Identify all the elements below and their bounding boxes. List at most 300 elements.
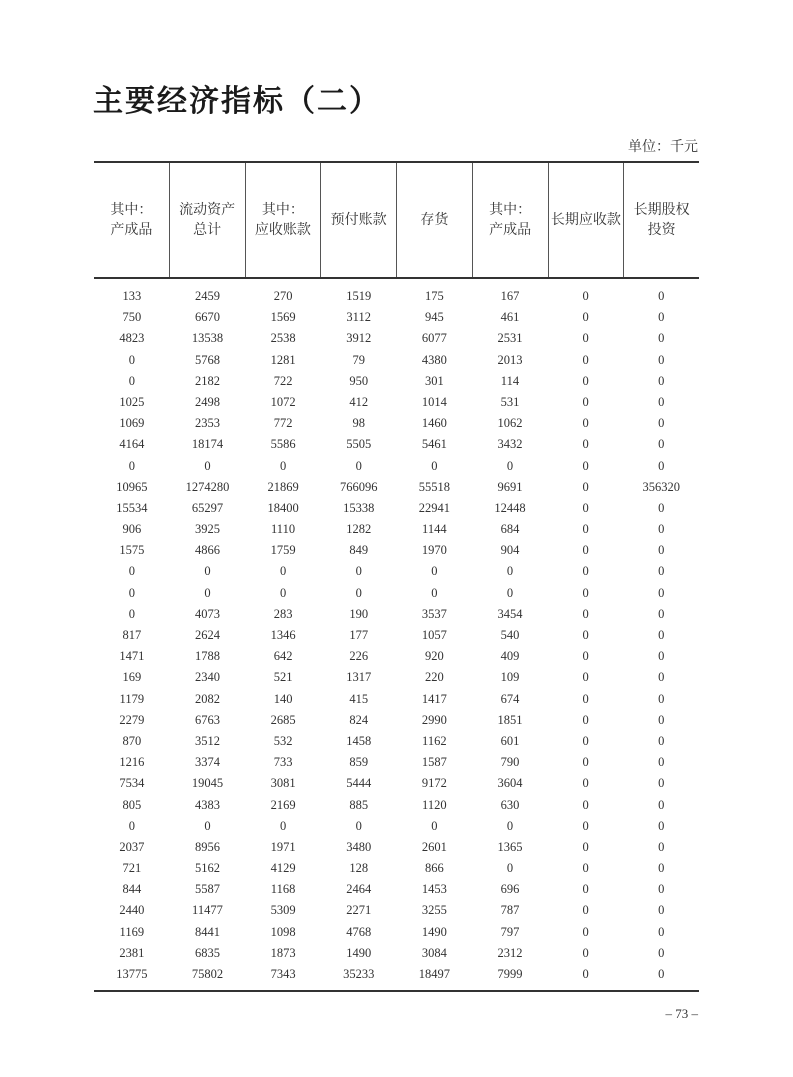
table-cell: 1144	[422, 522, 447, 537]
table-cell: 1098	[270, 924, 296, 939]
table-cell: 0	[658, 903, 665, 918]
table-cell: 3432	[497, 437, 523, 452]
column-header: 其中： 产成品	[472, 163, 548, 277]
table-cell: 1057	[421, 628, 447, 642]
table-cell: 13775	[116, 967, 148, 981]
table-cell: 5309	[270, 903, 296, 918]
table-cell: 532	[273, 733, 293, 748]
table-row	[94, 689, 699, 710]
table-cell: 226	[349, 649, 369, 664]
table-cell: 1072	[270, 394, 296, 409]
table-cell: 904	[500, 543, 520, 558]
table-row	[94, 858, 699, 879]
table-cell: 0	[658, 394, 665, 409]
table-cell: 601	[500, 733, 520, 748]
unit-label: 单位：千元	[628, 139, 698, 155]
table-cell: 11477	[192, 903, 223, 918]
table-cell: 6077	[421, 331, 447, 346]
table-cell: 1759	[270, 543, 296, 558]
table-cell: 0	[582, 903, 589, 918]
table-cell: 817	[122, 628, 142, 642]
table-row	[94, 900, 699, 921]
table-cell: 950	[349, 373, 369, 388]
table-cell: 5162	[194, 861, 220, 876]
table-cell: 21869	[267, 479, 299, 494]
table-row	[94, 816, 699, 837]
table-row	[94, 625, 699, 646]
table-cell: 0	[128, 352, 135, 367]
table-row	[94, 943, 699, 964]
table-cell: 0	[582, 543, 589, 558]
table-cell: 8441	[194, 924, 220, 939]
table-cell: 0	[658, 839, 665, 854]
table-row	[94, 477, 699, 498]
table-cell: 415	[349, 691, 369, 706]
table-row	[94, 964, 699, 985]
table-cell: 824	[349, 712, 369, 727]
table-cell: 1417	[421, 691, 447, 706]
table-cell: 2624	[194, 628, 220, 642]
table-cell: 0	[658, 606, 665, 621]
table-cell: 849	[349, 543, 369, 558]
table-cell: 1317	[346, 670, 372, 685]
table-cell: 0	[582, 882, 589, 897]
table-cell: 772	[273, 416, 293, 431]
table-cell: 128	[349, 861, 369, 876]
table-row	[94, 413, 699, 434]
table-row	[94, 561, 699, 582]
table-cell: 0	[658, 416, 665, 431]
table-cell: 0	[506, 564, 514, 579]
economic-indicators-table	[94, 161, 699, 992]
table-row	[94, 922, 699, 943]
table-cell: 0	[128, 373, 135, 388]
table-cell: 3112	[346, 310, 371, 325]
table-row	[94, 879, 699, 900]
table-cell: 412	[349, 394, 369, 409]
page-number: – 73 –	[665, 1006, 698, 1021]
table-cell: 1110	[271, 522, 296, 537]
table-cell: 1569	[270, 310, 296, 325]
table-row	[94, 752, 699, 773]
table-cell: 0	[658, 437, 665, 452]
table-cell: 356320	[642, 479, 680, 494]
table-row	[94, 540, 699, 561]
table-cell: 674	[500, 691, 520, 706]
column-header: 存货	[396, 163, 472, 277]
table-cell: 0	[355, 818, 362, 833]
table-cell: 0	[582, 776, 589, 791]
table-cell: 301	[424, 373, 444, 388]
table-cell: 521	[273, 670, 293, 685]
table-cell: 1471	[119, 649, 145, 664]
table-cell: 4383	[194, 797, 220, 812]
table-cell: 35233	[343, 967, 375, 981]
column-header: 长期股权 投资	[623, 163, 699, 277]
table-cell: 0	[582, 585, 589, 600]
table-cell: 1282	[346, 522, 372, 537]
table-cell: 2464	[346, 882, 372, 897]
table-cell: 0	[355, 458, 362, 473]
table-cell: 0	[658, 882, 665, 897]
table-cell: 3084	[421, 945, 447, 960]
table-cell: 0	[582, 310, 589, 325]
table-cell: 0	[128, 564, 135, 579]
table-cell: 0	[658, 564, 665, 579]
column-header: 其中： 产成品	[110, 202, 153, 238]
table-cell: 1014	[421, 394, 447, 409]
table-cell: 0	[658, 755, 665, 770]
table-cell: 4823	[119, 331, 145, 346]
table-cell: 2498	[194, 394, 220, 409]
table-cell: 2340	[194, 670, 220, 685]
table-cell: 0	[279, 458, 287, 473]
table-cell: 3454	[497, 606, 523, 621]
table-row	[94, 604, 699, 625]
table-cell: 859	[349, 755, 369, 770]
table-cell: 2013	[497, 352, 523, 367]
table-cell: 15338	[343, 500, 375, 515]
column-header: 流动资产 总计	[169, 163, 245, 277]
table-cell: 175	[424, 289, 444, 303]
table-cell: 18174	[191, 437, 224, 452]
table-cell: 0	[582, 437, 589, 452]
table-cell: 0	[431, 818, 438, 833]
table-cell: 2381	[119, 945, 145, 960]
table-cell: 642	[273, 649, 293, 664]
table-cell: 0	[658, 670, 665, 685]
table-cell: 3480	[346, 839, 372, 854]
table-cell: 0	[506, 585, 514, 600]
table-cell: 3604	[497, 776, 523, 791]
table-cell: 0	[279, 585, 287, 600]
table-cell: 2279	[119, 712, 145, 727]
table-cell: 6763	[194, 712, 220, 727]
table-cell: 0	[658, 585, 665, 600]
table-cell: 0	[279, 564, 287, 579]
table-cell: 114	[500, 373, 520, 388]
table-cell: 2990	[421, 712, 447, 727]
table-row	[94, 667, 699, 688]
table-cell: 0	[658, 373, 665, 388]
table-cell: 0	[582, 458, 589, 473]
table-cell: 920	[424, 649, 444, 664]
table-cell: 15534	[116, 500, 148, 515]
table-cell: 177	[349, 628, 369, 642]
table-cell: 0	[204, 458, 211, 473]
table-cell: 140	[273, 691, 293, 706]
table-cell: 0	[355, 564, 362, 579]
table-cell: 1970	[421, 543, 447, 558]
table-cell: 0	[658, 649, 665, 664]
table-cell: 0	[582, 416, 589, 431]
table-cell: 531	[500, 394, 520, 409]
table-cell: 1575	[119, 543, 145, 558]
table-row	[94, 456, 699, 477]
table-cell: 0	[658, 776, 665, 791]
table-cell: 722	[273, 373, 293, 388]
table-row	[94, 837, 699, 858]
table-cell: 461	[500, 310, 520, 325]
table-row	[94, 371, 699, 392]
table-cell: 0	[658, 818, 665, 833]
table-cell: 1365	[497, 839, 523, 854]
table-cell: 0	[658, 628, 665, 642]
table-cell: 684	[500, 522, 520, 537]
table-cell: 6835	[194, 945, 220, 960]
table-cell: 1062	[497, 416, 523, 431]
table-cell: 750	[122, 310, 142, 325]
table-cell: 0	[582, 818, 589, 833]
table-cell: 75802	[191, 967, 224, 981]
table-cell: 0	[582, 606, 589, 621]
table-cell: 0	[128, 818, 135, 833]
table-cell: 844	[122, 882, 142, 897]
table-cell: 4073	[194, 606, 220, 621]
table-cell: 7534	[119, 776, 145, 791]
table-cell: 0	[582, 352, 589, 367]
table-cell: 12448	[494, 500, 526, 515]
table-cell: 3537	[421, 606, 447, 621]
table-cell: 3512	[194, 733, 220, 748]
table-cell: 133	[122, 289, 142, 303]
table-cell: 0	[658, 458, 665, 473]
table-cell: 0	[658, 543, 665, 558]
table-cell: 169	[122, 670, 142, 685]
table-cell: 190	[349, 606, 369, 621]
table-cell: 1453	[421, 882, 447, 897]
table-cell: 0	[582, 967, 589, 981]
table-cell: 3374	[194, 755, 220, 770]
table-cell: 270	[273, 289, 293, 303]
table-cell: 0	[506, 818, 514, 833]
table-cell: 0	[582, 839, 589, 854]
table-cell: 283	[273, 606, 293, 621]
table-cell: 7343	[270, 967, 296, 981]
table-cell: 787	[500, 903, 520, 918]
table-body	[94, 279, 699, 990]
table-cell: 0	[128, 606, 135, 621]
table-row	[94, 646, 699, 667]
table-cell: 98	[352, 416, 365, 431]
table-cell: 0	[582, 479, 589, 494]
table-cell: 885	[349, 797, 369, 812]
table-cell: 13538	[191, 331, 224, 346]
table-cell: 0	[582, 670, 589, 685]
table-cell: 1179	[119, 691, 145, 706]
table-cell: 630	[500, 797, 520, 812]
table-cell: 18497	[418, 967, 450, 981]
table-cell: 0	[582, 500, 589, 515]
table-cell: 0	[582, 797, 589, 812]
table-cell: 0	[582, 628, 589, 642]
table-cell: 0	[506, 861, 514, 876]
table-cell: 0	[658, 500, 665, 515]
table-cell: 3255	[421, 903, 447, 918]
table-cell: 0	[658, 733, 665, 748]
column-header: 其中： 应收账款	[245, 163, 321, 277]
table-cell: 1490	[421, 924, 447, 939]
table-cell: 5444	[346, 776, 372, 791]
table-cell: 540	[500, 628, 520, 642]
table-cell: 0	[658, 712, 665, 727]
table-cell: 870	[122, 733, 142, 748]
table-cell: 167	[500, 289, 520, 303]
table-cell: 0	[658, 352, 665, 367]
table-cell: 0	[582, 691, 589, 706]
table-cell: 0	[658, 945, 665, 960]
page-title: 主要经济指标（二）	[93, 84, 381, 119]
table-cell: 0	[658, 967, 665, 981]
table-cell: 5768	[194, 352, 220, 367]
table-cell: 696	[500, 882, 520, 897]
table-cell: 0	[506, 458, 514, 473]
table-row	[94, 350, 699, 371]
table-cell: 4768	[346, 924, 372, 939]
table-row	[94, 307, 699, 328]
table-cell: 1346	[270, 628, 296, 642]
table-cell: 0	[204, 564, 211, 579]
table-cell: 1120	[422, 797, 447, 812]
table-cell: 0	[582, 733, 589, 748]
table-cell: 5461	[421, 437, 447, 452]
table-cell: 0	[582, 331, 589, 346]
table-row	[94, 434, 699, 455]
table-cell: 0	[204, 818, 211, 833]
table-cell: 18400	[267, 500, 299, 515]
table-cell: 906	[122, 522, 142, 537]
table-cell: 2182	[194, 373, 220, 388]
table-cell: 1069	[119, 416, 145, 431]
table-cell: 0	[582, 394, 589, 409]
table-cell: 0	[582, 564, 589, 579]
table-cell: 1274280	[185, 479, 230, 494]
table-cell: 945	[424, 310, 444, 325]
table-cell: 0	[582, 861, 589, 876]
table-cell: 0	[582, 945, 589, 960]
table-cell: 3081	[270, 776, 296, 791]
table-cell: 2169	[270, 797, 296, 812]
column-header: 预付账款	[320, 163, 396, 277]
table-row	[94, 731, 699, 752]
table-cell: 721	[122, 861, 142, 876]
table-cell: 1281	[270, 352, 296, 367]
table-cell: 2082	[194, 691, 220, 706]
table-cell: 0	[582, 712, 589, 727]
table-cell: 4380	[421, 352, 447, 367]
table-cell: 1851	[497, 712, 523, 727]
table-cell: 733	[273, 755, 293, 770]
table-cell: 2531	[497, 331, 523, 346]
table-cell: 4164	[119, 437, 145, 452]
table-cell: 2271	[346, 903, 372, 918]
table-cell: 2440	[119, 903, 145, 918]
table-cell: 0	[431, 585, 438, 600]
table-cell: 0	[204, 585, 211, 600]
table-cell: 19045	[191, 776, 224, 791]
table-cell: 0	[582, 924, 589, 939]
table-cell: 0	[355, 585, 362, 600]
table-cell: 2685	[270, 712, 296, 727]
table-cell: 9691	[497, 479, 523, 494]
table-cell: 5586	[270, 437, 296, 452]
table-row	[94, 583, 699, 604]
table-cell: 9172	[421, 776, 447, 791]
table-cell: 2601	[421, 839, 447, 854]
table-cell: 0	[128, 458, 135, 473]
table-cell: 5505	[346, 437, 372, 452]
table-cell: 1587	[421, 755, 447, 770]
table-cell: 766096	[339, 479, 378, 494]
table-cell: 805	[122, 797, 142, 812]
column-header: 长期应收款	[548, 163, 624, 277]
table-cell: 1162	[422, 733, 447, 748]
table-cell: 8956	[194, 839, 220, 854]
table-row	[94, 498, 699, 519]
table-cell: 3925	[194, 522, 220, 537]
table-cell: 2037	[119, 839, 145, 854]
table-cell: 0	[279, 818, 287, 833]
table-cell: 409	[500, 649, 520, 664]
table-cell: 79	[352, 352, 365, 367]
table-cell: 7999	[497, 967, 523, 981]
table-cell: 0	[658, 522, 665, 537]
table-cell: 1025	[119, 394, 145, 409]
table-cell: 2538	[270, 331, 296, 346]
table-row	[94, 328, 699, 349]
table-cell: 3912	[346, 331, 372, 346]
table-cell: 0	[658, 310, 665, 325]
table-cell: 0	[128, 585, 135, 600]
table-cell: 4866	[194, 543, 220, 558]
table-cell: 5587	[194, 882, 220, 897]
table-cell: 10965	[116, 479, 148, 494]
table-cell: 1519	[346, 289, 372, 303]
table-row	[94, 286, 699, 307]
table-cell: 0	[582, 289, 589, 303]
table-cell: 0	[658, 924, 665, 939]
table-cell: 866	[424, 861, 444, 876]
table-cell: 0	[658, 331, 665, 346]
table-cell: 1169	[119, 924, 145, 939]
table-cell: 0	[582, 522, 589, 537]
table-cell: 22941	[418, 500, 450, 515]
table-cell: 2459	[194, 289, 220, 303]
table-cell: 220	[424, 670, 444, 685]
table-cell: 109	[500, 670, 520, 685]
table-row	[94, 392, 699, 413]
table-cell: 2312	[497, 945, 523, 960]
table-cell: 0	[658, 691, 665, 706]
table-cell: 0	[431, 458, 438, 473]
table-cell: 0	[658, 861, 665, 876]
table-cell: 2353	[194, 416, 220, 431]
table-cell: 6670	[194, 310, 220, 325]
table-cell: 4129	[270, 861, 296, 876]
table-cell: 797	[500, 924, 520, 939]
table-cell: 65297	[191, 500, 224, 515]
table-row	[94, 710, 699, 731]
table-cell: 0	[658, 289, 665, 303]
table-cell: 1971	[270, 839, 296, 854]
table-header-row	[94, 163, 699, 279]
table-row	[94, 795, 699, 816]
table-cell: 0	[582, 649, 589, 664]
table-cell: 0	[658, 797, 665, 812]
table-cell: 1873	[270, 945, 296, 960]
table-cell: 1490	[346, 945, 372, 960]
table-cell: 0	[582, 755, 589, 770]
